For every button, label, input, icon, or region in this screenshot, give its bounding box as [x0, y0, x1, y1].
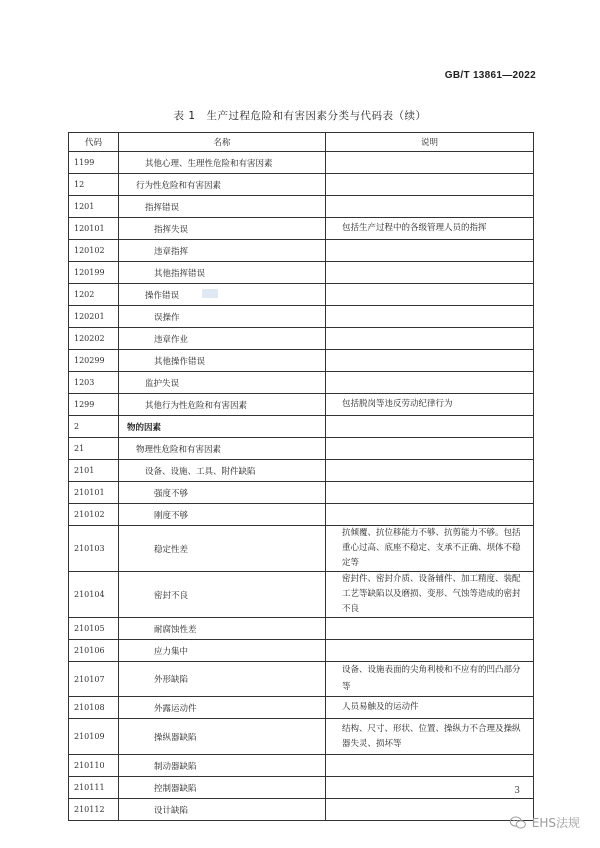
row-description: [326, 416, 534, 438]
row-name: 设计缺陷: [119, 799, 326, 821]
row-description: [326, 372, 534, 394]
table-row: [69, 328, 534, 350]
row-code: 210109: [69, 719, 119, 755]
row-code: 120102: [69, 240, 119, 262]
row-description: [326, 350, 534, 372]
row-description: [326, 306, 534, 328]
table-row: [69, 284, 534, 306]
row-code: 1202: [69, 284, 119, 306]
table-row: [69, 697, 534, 719]
row-code: 120201: [69, 306, 119, 328]
watermark-text: EHS法规: [531, 816, 580, 830]
column-header-desc: 说明: [326, 133, 534, 152]
standard-code: GB/T 13861—2022: [444, 70, 536, 81]
row-name: 设备、设施、工具、附件缺陷: [119, 460, 326, 482]
row-code: 120101: [69, 218, 119, 240]
row-description: [326, 504, 534, 526]
row-name: 外形缺陷: [119, 662, 326, 697]
table-row: [69, 572, 534, 618]
table-row: [69, 504, 534, 526]
row-description: [326, 152, 534, 174]
table-row: [69, 460, 534, 482]
row-name: 控制器缺陷: [119, 777, 326, 799]
hazard-code-table: [68, 132, 534, 821]
row-name: 操作错误: [119, 284, 326, 306]
row-name: 违章作业: [119, 328, 326, 350]
row-code: 1201: [69, 196, 119, 218]
row-code: 210107: [69, 662, 119, 697]
row-name: 密封不良: [119, 572, 326, 618]
row-code: 210105: [69, 618, 119, 640]
row-name: 制动器缺陷: [119, 755, 326, 777]
row-description: 包括生产过程中的各级管理人员的指挥: [326, 218, 534, 240]
row-description: [326, 438, 534, 460]
row-description: [326, 460, 534, 482]
row-name: 物理性危险和有害因素: [119, 438, 326, 460]
table-row: [69, 262, 534, 284]
column-header-code: 代码: [69, 133, 119, 152]
table-row: [69, 618, 534, 640]
table-row: [69, 350, 534, 372]
column-header-name: 名称: [119, 133, 326, 152]
row-code: 210103: [69, 526, 119, 572]
row-code: 210101: [69, 482, 119, 504]
row-name: 稳定性差: [119, 526, 326, 572]
row-name: 刚度不够: [119, 504, 326, 526]
table-row: [69, 218, 534, 240]
row-code: 210112: [69, 799, 119, 821]
row-description: [326, 777, 534, 799]
row-code: 1299: [69, 394, 119, 416]
table-row: [69, 174, 534, 196]
row-name: 指挥失误: [119, 218, 326, 240]
table-row: [69, 416, 534, 438]
faint-stamp-mark: [202, 289, 218, 298]
row-name: 其他指挥错误: [119, 262, 326, 284]
wechat-icon: [509, 816, 527, 830]
row-description: 人员易触及的运动件: [326, 697, 534, 719]
table-row: [69, 662, 534, 697]
table-row: [69, 755, 534, 777]
row-name: 应力集中: [119, 640, 326, 662]
row-description: [326, 482, 534, 504]
row-name: 物的因素: [119, 416, 326, 438]
row-description: [326, 618, 534, 640]
table-row: [69, 240, 534, 262]
row-name: 操纵器缺陷: [119, 719, 326, 755]
row-code: 210104: [69, 572, 119, 618]
row-description: [326, 196, 534, 218]
table-row: [69, 152, 534, 174]
row-code: 210102: [69, 504, 119, 526]
row-code: 1203: [69, 372, 119, 394]
row-description: 设备、设施表面的尖角利棱和不应有的凹凸部分等: [326, 662, 534, 697]
table-row: [69, 438, 534, 460]
row-description: 结构、尺寸、形状、位置、操纵力不合理及操纵器失灵、损坏等: [326, 719, 534, 755]
table-row: [69, 306, 534, 328]
row-code: 21: [69, 438, 119, 460]
row-name: 行为性危险和有害因素: [119, 174, 326, 196]
row-name: 强度不够: [119, 482, 326, 504]
row-name: 其他心理、生理性危险和有害因素: [119, 152, 326, 174]
row-code: 120202: [69, 328, 119, 350]
row-description: 包括脱岗等违反劳动纪律行为: [326, 394, 534, 416]
row-description: 抗倾覆、抗位移能力不够、抗剪能力不够。包括重心过高、底座不稳定、支承不正确、坝体不稳定等: [326, 526, 534, 572]
table-header-row: [69, 133, 534, 152]
row-name: 耐腐蚀性差: [119, 618, 326, 640]
row-name: 监护失误: [119, 372, 326, 394]
row-code: 210110: [69, 755, 119, 777]
table-row: [69, 394, 534, 416]
row-code: 120199: [69, 262, 119, 284]
table-row: [69, 196, 534, 218]
table-row: [69, 640, 534, 662]
row-description: [326, 799, 534, 821]
row-code: 12: [69, 174, 119, 196]
table-title: 表 1 生产过程危险和有害因素分类与代码表（续）: [173, 110, 427, 122]
row-code: 120299: [69, 350, 119, 372]
row-description: [326, 640, 534, 662]
table-row: [69, 777, 534, 799]
row-code: 210108: [69, 697, 119, 719]
table-row: [69, 719, 534, 755]
row-description: [326, 755, 534, 777]
row-description: [326, 262, 534, 284]
watermark: [509, 814, 580, 831]
table-row: [69, 372, 534, 394]
row-description: [326, 240, 534, 262]
table-row: [69, 799, 534, 821]
row-name: 外露运动件: [119, 697, 326, 719]
row-code: 2: [69, 416, 119, 438]
row-name: 其他操作错误: [119, 350, 326, 372]
table-row: [69, 482, 534, 504]
table-row: [69, 526, 534, 572]
row-code: 210106: [69, 640, 119, 662]
row-code: 2101: [69, 460, 119, 482]
row-code: 1199: [69, 152, 119, 174]
row-name: 指挥错误: [119, 196, 326, 218]
row-name: 其他行为性危险和有害因素: [119, 394, 326, 416]
row-description: 密封件、密封介质、设备辅件、加工精度、装配工艺等缺陷以及磨损、变形、气蚀等造成的密封不良: [326, 572, 534, 618]
row-description: [326, 284, 534, 306]
row-description: [326, 174, 534, 196]
row-name: 违章指挥: [119, 240, 326, 262]
row-name: 误操作: [119, 306, 326, 328]
row-code: 210111: [69, 777, 119, 799]
row-description: [326, 328, 534, 350]
page-number: 3: [514, 786, 520, 796]
